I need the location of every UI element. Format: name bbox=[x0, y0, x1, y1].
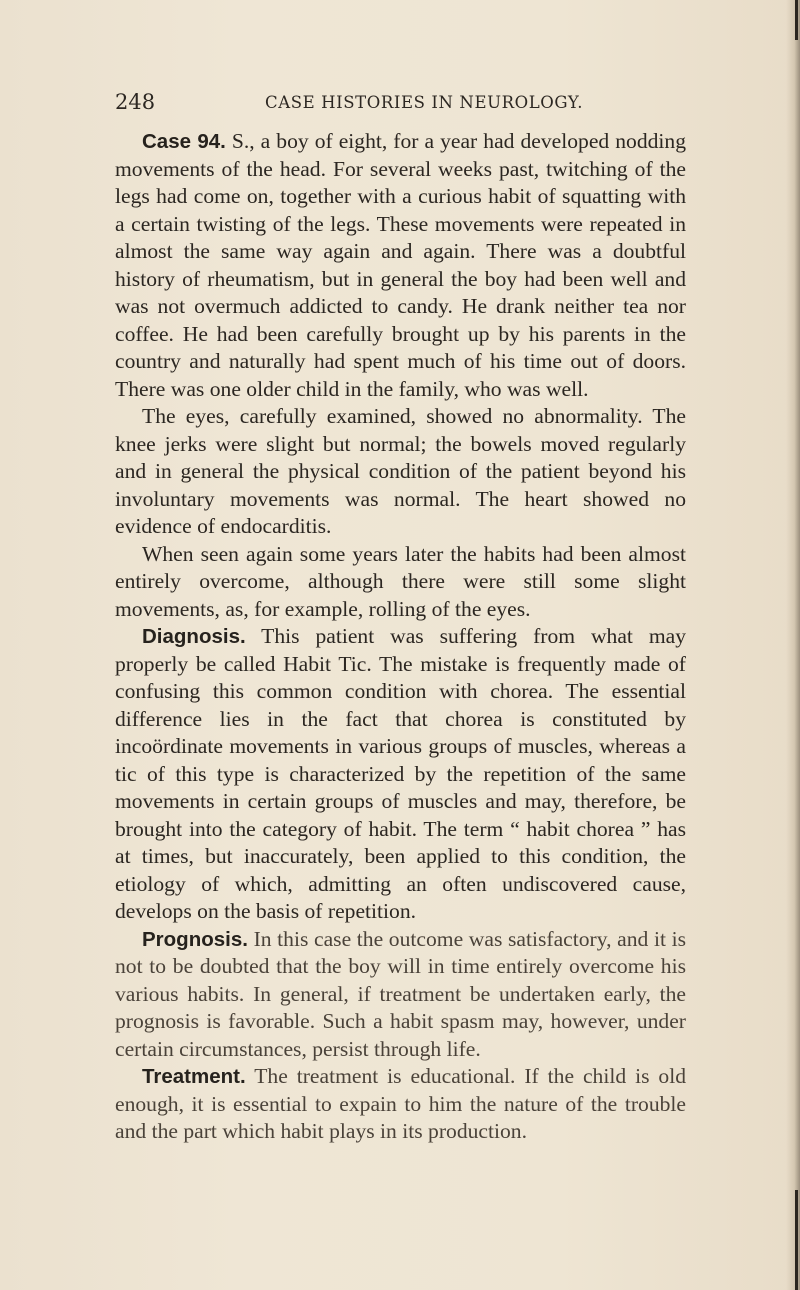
running-header bbox=[115, 90, 675, 114]
paragraph-prognosis bbox=[115, 926, 686, 1064]
paragraph-text: In this case the outcome was satisfactory, and it is not to be doubted that the boy will in time entirely overcome his various habits. In general, if treatment be undertaken early, the prognosis is favorable. Such a habit spasm may, however, under certain circumstances, persist through life. bbox=[115, 926, 686, 1061]
paragraph-case-94 bbox=[115, 128, 686, 403]
paragraph-treatment bbox=[115, 1063, 686, 1146]
page-edge-mark-bottom bbox=[795, 1190, 798, 1290]
paragraph-text: The treatment is educational. If the child is old enough, it is essential to expain to him the nature of the trouble and the part which habit plays in its production. bbox=[115, 1064, 686, 1143]
body-text bbox=[115, 128, 686, 1146]
paragraph-text: When seen again some years later the habits had been almost entirely overcome, although there were still some slight movements, as, for example, rolling of the eyes. bbox=[115, 541, 686, 621]
diagnosis-heading: Diagnosis. bbox=[142, 625, 246, 648]
paragraph-diagnosis bbox=[115, 623, 686, 926]
paragraph-follow-up bbox=[115, 541, 686, 624]
paragraph-examination bbox=[115, 403, 686, 541]
treatment-heading: Treatment. bbox=[142, 1065, 246, 1088]
case-heading: Case 94. bbox=[142, 130, 226, 153]
page-number: 248 bbox=[115, 90, 156, 114]
running-title: CASE HISTORIES IN NEUROLOGY. bbox=[265, 93, 584, 112]
prognosis-heading: Prognosis. bbox=[142, 927, 248, 951]
page-edge-shadow bbox=[786, 0, 800, 1290]
paragraph-text: This patient was suffering from what may properly be called Habit Tic. The mistake is frequently made of confusing this common condition with chorea. The essential difference lies in the fact that chorea is constituted by incoördinate movements in various groups of muscles, whereas a tic of this type is characterized by the repetition of the same movements in certain groups of muscles and may, therefore, be brought into the category of habit. The term “ habit chorea ” has at times, but inaccurately, been applied to this condition, the etiology of which, admitting an often undiscovered cause, develops on the basis of repetition. bbox=[115, 624, 686, 923]
paragraph-text: The eyes, carefully examined, showed no abnormality. The knee jerks were slight but normal; the bowels moved regularly and in general the physical condition of the patient beyond his involuntary movements was normal. The heart showed no evidence of endocarditis. bbox=[115, 404, 686, 538]
paragraph-text: S., a boy of eight, for a year had developed nodding movements of the head. For several weeks past, twitching of the legs had come on, together with a curious habit of squatting with a certain twisting of the legs. These movements were repeated in almost the same way again and again. There was a doubtful history of rheumatism, but in general the boy had been well and was not overmuch addicted to candy. He drank neither tea nor coffee. He had been carefully brought up by his parents in the country and naturally had spent much of his time out of doors. There was one older child in the family, who was well. bbox=[115, 129, 687, 401]
page-edge-mark-top bbox=[795, 0, 798, 40]
